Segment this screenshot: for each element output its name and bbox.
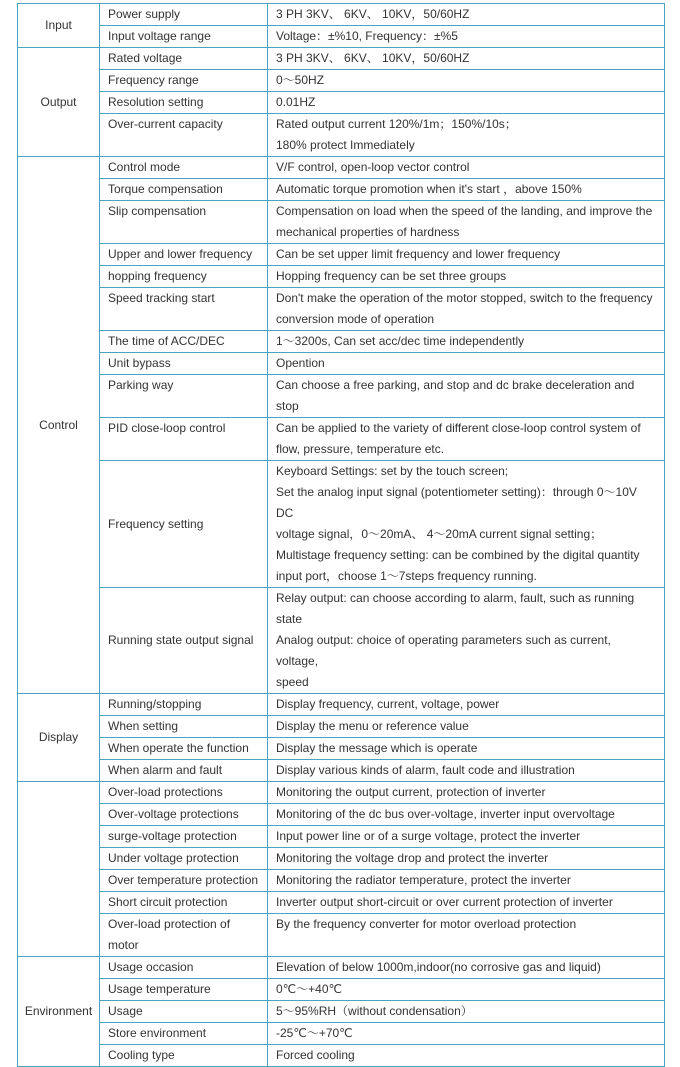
- parameter-name-cell: [100, 353, 268, 375]
- parameter-value-text: Inverter output short-circuit or over current protection of inverter: [276, 895, 613, 909]
- parameter-value-text: conversion mode of operation: [276, 312, 435, 326]
- parameter-name-text: surge-voltage protection: [108, 829, 237, 843]
- parameter-value-cell: [268, 716, 665, 738]
- parameter-name-text: Rated voltage: [108, 51, 183, 65]
- parameter-name-cell: [100, 892, 268, 914]
- parameter-value-cell: [268, 461, 665, 588]
- parameter-value-text: Display the menu or reference value: [276, 719, 469, 733]
- parameter-value-text: Monitoring the output current, protection of inverter: [276, 785, 546, 799]
- parameter-name-cell: [100, 1045, 268, 1067]
- parameter-name-cell: [100, 70, 268, 92]
- parameter-value-text: 5～95%RH（without condensation）: [276, 1004, 473, 1018]
- parameter-value-text: 3 PH 3KV、 6KV、 10KV，50/60HZ: [276, 7, 470, 21]
- parameter-value-cell: [268, 1001, 665, 1023]
- parameter-value-text: 0℃～+40℃: [276, 982, 342, 996]
- parameter-name-cell: [100, 331, 268, 353]
- parameter-value-cell: [268, 914, 665, 957]
- parameter-value-cell: [268, 1045, 665, 1067]
- table-row: [18, 266, 665, 288]
- group-label-cell: Control: [18, 157, 100, 694]
- parameter-value-cell: [268, 244, 665, 266]
- parameter-name-text: Over-load protections: [108, 785, 223, 799]
- parameter-value-text: Set the analog input signal (potentiometer setting)：through 0～10V DC: [276, 485, 637, 520]
- parameter-name-cell: [100, 848, 268, 870]
- parameter-name-cell: [100, 870, 268, 892]
- group-label-cell: Environment: [18, 957, 100, 1067]
- parameter-value-text: Monitoring of the dc bus over-voltage, inverter input overvoltage: [276, 807, 615, 821]
- parameter-name-text: motor: [108, 938, 139, 952]
- table-row: [18, 48, 665, 70]
- parameter-name-cell: [100, 1023, 268, 1045]
- parameter-name-cell: [100, 782, 268, 804]
- parameter-name-text: Running state output signal: [108, 633, 254, 647]
- parameter-value-text: 180% protect Immediately: [276, 138, 415, 152]
- parameter-name-text: Power supply: [108, 7, 181, 21]
- parameter-value-text: Voltage：±%10, Frequency：±%5: [276, 29, 458, 43]
- parameter-value-cell: [268, 1023, 665, 1045]
- parameter-value-text: Input power line or of a surge voltage, protect the inverter: [276, 829, 581, 843]
- parameter-value-cell: [268, 375, 665, 418]
- parameter-name-cell: [100, 244, 268, 266]
- parameter-value-cell: [268, 179, 665, 201]
- parameter-value-text: mechanical properties of hardness: [276, 225, 460, 239]
- parameter-name-cell: [100, 418, 268, 461]
- parameter-name-text: Input voltage range: [108, 29, 211, 43]
- parameter-value-cell: [268, 979, 665, 1001]
- parameter-name-cell: [100, 957, 268, 979]
- table-row: [18, 914, 665, 957]
- parameter-value-cell: [268, 782, 665, 804]
- table-row: [18, 716, 665, 738]
- table-row: [18, 738, 665, 760]
- parameter-name-cell: [100, 48, 268, 70]
- table-row: [18, 70, 665, 92]
- parameter-name-cell: [100, 804, 268, 826]
- parameter-value-text: 0.01HZ: [276, 95, 316, 109]
- parameter-value-cell: [268, 826, 665, 848]
- parameter-name-cell: [100, 201, 268, 244]
- table-row: [18, 892, 665, 914]
- parameter-name-text: Over temperature protection: [108, 873, 259, 887]
- parameter-name-text: Usage: [108, 1004, 143, 1018]
- parameter-name-cell: [100, 266, 268, 288]
- parameter-value-text: -25℃～+70℃: [276, 1026, 353, 1040]
- table-row: [18, 26, 665, 48]
- parameter-name-cell: [100, 288, 268, 331]
- table-row: [18, 1023, 665, 1045]
- table-row: [18, 201, 665, 244]
- parameter-value-text: Keyboard Settings: set by the touch screen;: [276, 464, 509, 478]
- parameter-value-text: Don't make the operation of the motor stopped, switch to the frequency: [276, 291, 653, 305]
- parameter-name-cell: [100, 375, 268, 418]
- table-row: [18, 694, 665, 716]
- parameter-name-text: Upper and lower frequency: [108, 247, 253, 261]
- table-row: [18, 1045, 665, 1067]
- parameter-value-cell: [268, 892, 665, 914]
- parameter-name-text: Running/stopping: [108, 697, 202, 711]
- parameter-value-text: Relay output: can choose according to alarm, fault, such as running: [276, 591, 635, 605]
- parameter-value-text: state: [276, 612, 303, 626]
- parameter-name-text: Speed tracking start: [108, 291, 215, 305]
- parameter-name-text: PID close-loop control: [108, 421, 226, 435]
- parameter-value-text: Forced cooling: [276, 1048, 355, 1062]
- parameter-value-cell: [268, 804, 665, 826]
- parameter-value-cell: [268, 157, 665, 179]
- parameter-name-text: Cooling type: [108, 1048, 175, 1062]
- parameter-value-text: Compensation on load when the speed of the landing, and improve the: [276, 204, 653, 218]
- parameter-name-cell: [100, 760, 268, 782]
- parameter-value-text: Rated output current 120%/1m；150%/10s；: [276, 117, 517, 131]
- parameter-name-text: Frequency range: [108, 73, 199, 87]
- table-row: [18, 804, 665, 826]
- parameter-value-cell: [268, 760, 665, 782]
- parameter-value-cell: [268, 588, 665, 694]
- parameter-value-text: Elevation of below 1000m,indoor(no corrosive gas and liquid): [276, 960, 601, 974]
- parameter-name-text: Over-current capacity: [108, 117, 223, 131]
- table-row: [18, 760, 665, 782]
- parameter-value-cell: [268, 201, 665, 244]
- parameter-value-cell: [268, 331, 665, 353]
- table-row: [18, 870, 665, 892]
- parameter-value-cell: [268, 288, 665, 331]
- parameter-name-cell: [100, 157, 268, 179]
- parameter-name-text: When setting: [108, 719, 179, 733]
- parameter-value-text: Can choose a free parking, and stop and dc brake deceleration and stop: [276, 378, 635, 413]
- table-row: [18, 375, 665, 418]
- parameter-name-cell: [100, 914, 268, 957]
- table-row: [18, 826, 665, 848]
- parameter-value-cell: [268, 957, 665, 979]
- parameter-name-cell: [100, 26, 268, 48]
- parameter-name-cell: [100, 694, 268, 716]
- group-label-cell: Output: [18, 48, 100, 157]
- group-label-cell: [18, 782, 100, 957]
- parameter-value-text: Hopping frequency can be set three groups: [276, 269, 507, 283]
- parameter-value-cell: [268, 418, 665, 461]
- parameter-value-text: 0～50HZ: [276, 73, 325, 87]
- parameter-value-cell: [268, 70, 665, 92]
- parameter-name-text: Unit bypass: [108, 356, 171, 370]
- parameter-value-text: Can be set upper limit frequency and lower frequency: [276, 247, 561, 261]
- specification-table: [17, 3, 665, 1067]
- table-row: [18, 848, 665, 870]
- parameter-value-cell: [268, 870, 665, 892]
- parameter-value-cell: [268, 266, 665, 288]
- table-row: [18, 4, 665, 26]
- table-row: [18, 353, 665, 375]
- parameter-value-text: Analog output: choice of operating parameters such as current, voltage,: [276, 633, 611, 668]
- parameter-value-text: Display various kinds of alarm, fault code and illustration: [276, 763, 575, 777]
- table-row: [18, 244, 665, 266]
- group-label-cell: Display: [18, 694, 100, 782]
- parameter-name-text: Short circuit protection: [108, 895, 228, 909]
- table-row: [18, 957, 665, 979]
- group-label-cell: Input: [18, 4, 100, 48]
- parameter-value-text: 1～3200s, Can set acc/dec time independently: [276, 334, 525, 348]
- parameter-value-text: Opention: [276, 356, 325, 370]
- table-row: [18, 461, 665, 588]
- parameter-name-text: Control mode: [108, 160, 181, 174]
- parameter-value-cell: [268, 92, 665, 114]
- parameter-name-text: Usage occasion: [108, 960, 194, 974]
- parameter-name-text: Usage temperature: [108, 982, 211, 996]
- parameter-name-cell: [100, 92, 268, 114]
- parameter-value-text: 3 PH 3KV、 6KV、 10KV，50/60HZ: [276, 51, 470, 65]
- parameter-value-text: speed: [276, 675, 309, 689]
- parameter-name-text: Slip compensation: [108, 204, 207, 218]
- parameter-name-text: Torque compensation: [108, 182, 223, 196]
- parameter-name-text: Under voltage protection: [108, 851, 239, 865]
- parameter-name-text: When alarm and fault: [108, 763, 223, 777]
- parameter-name-text: hopping frequency: [108, 269, 207, 283]
- table-row: [18, 1001, 665, 1023]
- table-row: [18, 331, 665, 353]
- parameter-value-text: Automatic torque promotion when it's start ，above 150%: [276, 182, 582, 196]
- parameter-name-cell: [100, 4, 268, 26]
- parameter-name-cell: [100, 826, 268, 848]
- table-row: [18, 179, 665, 201]
- specification-table-body: [18, 4, 665, 1067]
- parameter-name-cell: [100, 716, 268, 738]
- parameter-value-cell: [268, 26, 665, 48]
- parameter-value-text: Multistage frequency setting: can be combined by the digital quantity: [276, 548, 640, 562]
- table-row: [18, 418, 665, 461]
- parameter-name-text: Over-load protection of: [108, 917, 231, 931]
- parameter-value-text: Can be applied to the variety of different close-loop control system of: [276, 421, 641, 435]
- table-row: [18, 782, 665, 804]
- parameter-name-text: Parking way: [108, 378, 174, 392]
- table-row: [18, 979, 665, 1001]
- parameter-name-cell: [100, 738, 268, 760]
- table-row: [18, 288, 665, 331]
- table-row: [18, 157, 665, 179]
- parameter-name-cell: [100, 588, 268, 694]
- parameter-value-text: Monitoring the radiator temperature, protect the inverter: [276, 873, 571, 887]
- parameter-name-text: Over-voltage protections: [108, 807, 239, 821]
- parameter-value-cell: [268, 48, 665, 70]
- parameter-name-text: Store environment: [108, 1026, 207, 1040]
- table-row: [18, 114, 665, 157]
- parameter-name-cell: [100, 179, 268, 201]
- table-row: [18, 588, 665, 694]
- parameter-value-text: By the frequency converter for motor overload protection: [276, 917, 577, 931]
- parameter-value-cell: [268, 353, 665, 375]
- parameter-value-text: input port，choose 1～7steps frequency running.: [276, 569, 537, 583]
- parameter-value-text: Display the message which is operate: [276, 741, 478, 755]
- parameter-value-cell: [268, 114, 665, 157]
- parameter-value-text: Display frequency, current, voltage, power: [276, 697, 500, 711]
- parameter-value-text: voltage signal，0～20mA、 4～20mA current signal setting；: [276, 527, 603, 541]
- parameter-value-text: flow, pressure, temperature etc.: [276, 442, 445, 456]
- parameter-name-cell: [100, 461, 268, 588]
- parameter-name-text: Resolution setting: [108, 95, 204, 109]
- parameter-value-cell: [268, 848, 665, 870]
- parameter-name-cell: [100, 979, 268, 1001]
- table-row: [18, 92, 665, 114]
- parameter-name-text: Frequency setting: [108, 516, 204, 531]
- parameter-value-cell: [268, 4, 665, 26]
- parameter-value-cell: [268, 694, 665, 716]
- parameter-value-text: V/F control, open-loop vector control: [276, 160, 470, 174]
- parameter-name-text: The time of ACC/DEC: [108, 334, 225, 348]
- parameter-value-text: Monitoring the voltage drop and protect the inverter: [276, 851, 549, 865]
- parameter-name-cell: [100, 114, 268, 157]
- parameter-name-text: When operate the function: [108, 741, 249, 755]
- parameter-value-cell: [268, 738, 665, 760]
- parameter-name-cell: [100, 1001, 268, 1023]
